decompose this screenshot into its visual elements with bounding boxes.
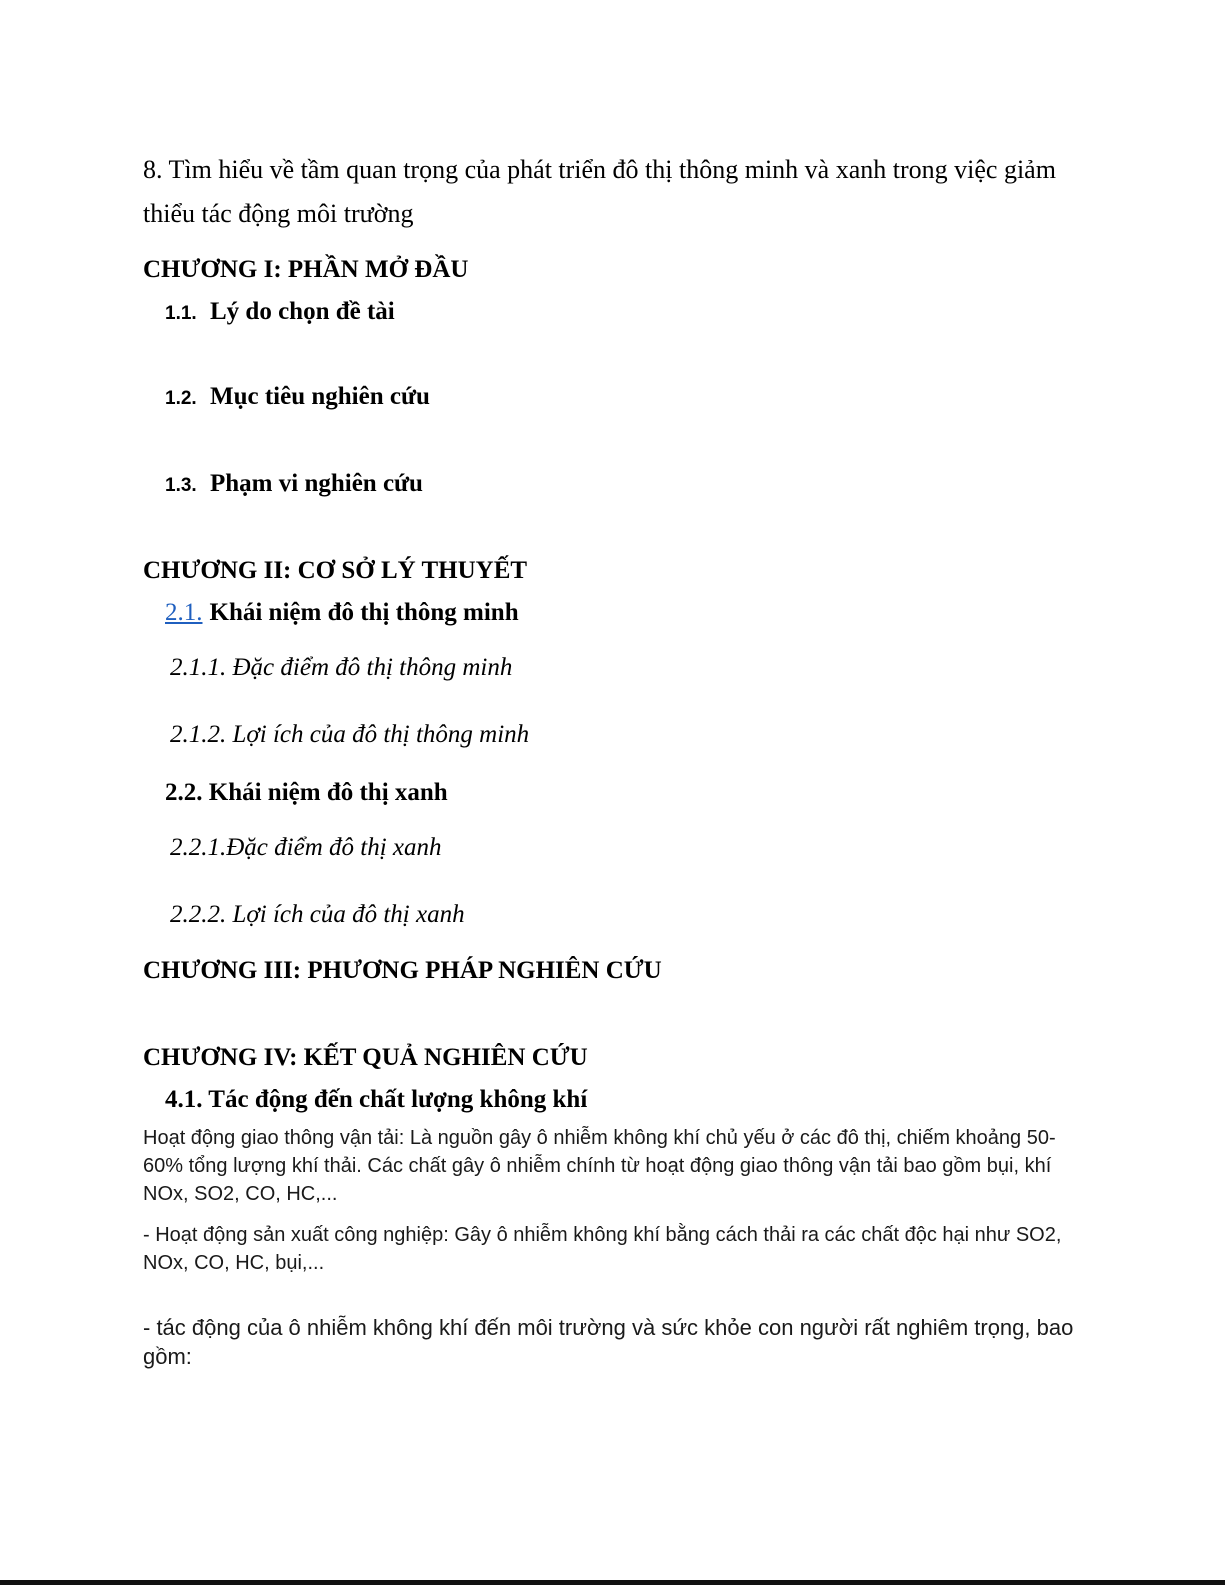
section-2-1 <box>165 598 519 628</box>
subsection-2-2-1: 2.2.1.Đặc điểm đô thị xanh <box>170 834 442 861</box>
section-label: Lý do chọn đề tài <box>210 298 395 325</box>
section-label: Mục tiêu nghiên cứu <box>210 383 430 410</box>
subsection-2-1-1: 2.1.1. Đặc điểm đô thị thông minh <box>170 654 513 681</box>
section-1-3 <box>165 469 423 501</box>
section-label: Khái niệm đô thị thông minh <box>209 599 519 626</box>
section-number: 1.3. <box>165 475 197 496</box>
paragraph-transport: Hoạt động giao thông vận tải: Là nguồn gây ô nhiễm không khí chủ yếu ở các đô thị, chiếm khoảng 50-60% tổng lượng khí thải. Các chất gây ô nhiễm chính từ hoạt động giao thông vận tải bao gồm bụi, khí NOx, SO2, CO, HC,... <box>143 1127 1056 1205</box>
intro-heading: 8. Tìm hiểu về tầm quan trọng của phát triển đô thị thông minh và xanh trong việc giảm thiểu tác động môi trường <box>143 155 1056 228</box>
section-4-1: 4.1. Tác động đến chất lượng không khí <box>165 1086 588 1113</box>
section-2-1-link[interactable]: 2.1. <box>165 599 203 626</box>
subsection-2-1-2: 2.1.2. Lợi ích của đô thị thông minh <box>170 721 530 748</box>
section-label: Phạm vi nghiên cứu <box>210 470 423 497</box>
chapter-4-title: CHƯƠNG IV: KẾT QUẢ NGHIÊN CỨU <box>143 1044 588 1071</box>
chapter-3-title: CHƯƠNG III: PHƯƠNG PHÁP NGHIÊN CỨU <box>143 957 662 984</box>
section-number: 1.1. <box>165 303 197 324</box>
chapter-2-title: CHƯƠNG II: CƠ SỞ LÝ THUYẾT <box>143 557 528 584</box>
section-number: 1.2. <box>165 388 197 409</box>
page-bottom-border <box>0 1580 1225 1585</box>
section-2-2: 2.2. Khái niệm đô thị xanh <box>165 779 448 806</box>
paragraph-impact: - tác động của ô nhiễm không khí đến môi trường và sức khỏe con người rất nghiêm trọng, bao gồm: <box>143 1315 1074 1369</box>
subsection-2-2-2: 2.2.2. Lợi ích của đô thị xanh <box>170 901 465 928</box>
chapter-1-title: CHƯƠNG I: PHẦN MỞ ĐẦU <box>143 256 469 283</box>
section-1-2 <box>165 382 430 414</box>
section-1-1 <box>165 297 395 329</box>
paragraph-industry: - Hoạt động sản xuất công nghiệp: Gây ô nhiễm không khí bằng cách thải ra các chất độc hại như SO2, NOx, CO, HC, bụi,... <box>143 1224 1062 1274</box>
